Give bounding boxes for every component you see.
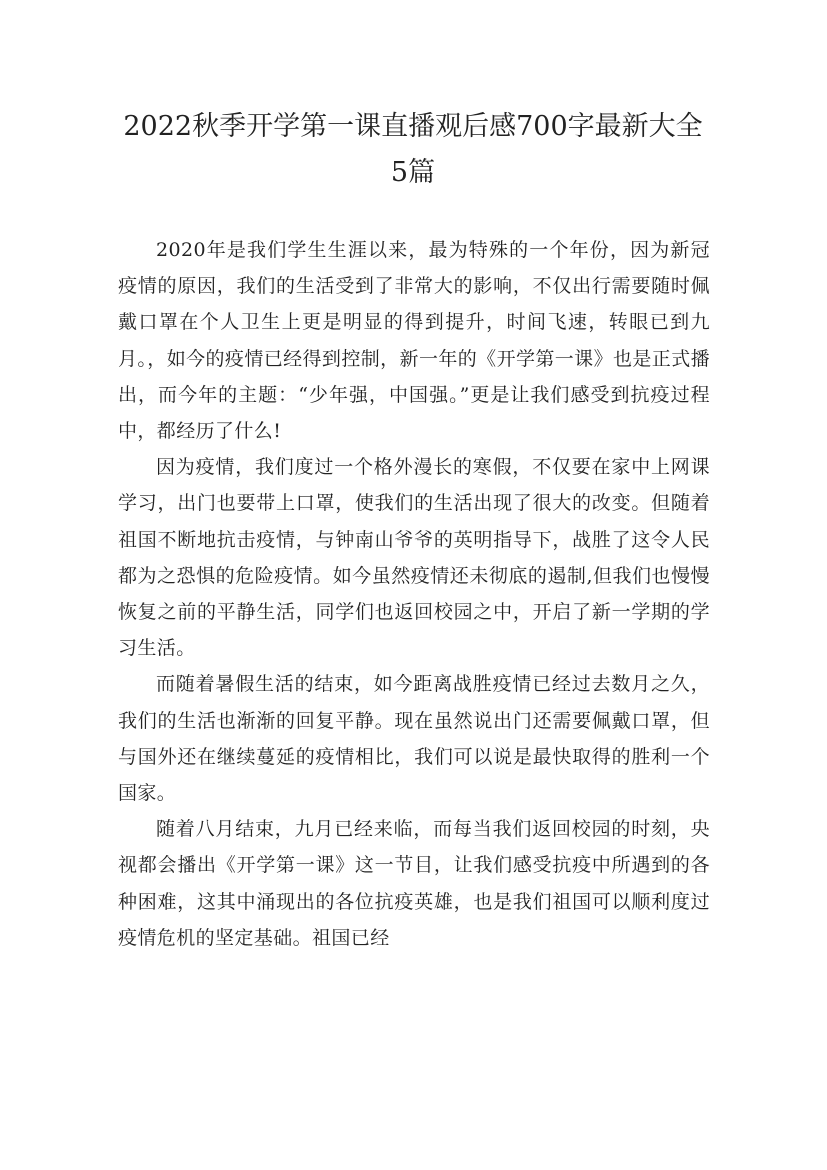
paragraph-4: 随着八月结束，九月已经来临，而每当我们返回校园的时刻，央视都会播出《开学第一课》这一节目，让我们感受抗疫中所遇到的各种困难，这其中涌现出的各位抗疫英雄，也是我们祖国可以顺利度过疫情危机的坚定基础。祖国已经 [118,818,710,949]
paragraph-1: 2020年是我们学生生涯以来，最为特殊的一个年份，因为新冠疫情的原因，我们的生活受到了非常大的影响，不仅出行需要随时佩戴口罩在个人卫生上更是明显的得到提升，时间飞速，转眼已到九月。，如今的疫情已经得到控制，新一年的《开学第一课》也是正式播出，而今年的主题：“少年强，中国强。”更是让我们感受到抗疫过程中，都经历了什么! [118,239,710,443]
paragraph-3: 而随着暑假生活的结束，如今距离战胜疫情已经过去数月之久，我们的生活也渐渐的回复平静。现在虽然说出门还需要佩戴口罩，但与国外还在继续蔓延的疫情相比，我们可以说是最快取得的胜利一个国家。 [118,673,710,805]
document-title: 2022秋季开学第一课直播观后感700字最新大全5篇 [123,111,703,188]
paragraph-2: 因为疫情，我们度过一个格外漫长的寒假，不仅要在家中上网课学习，出门也要带上口罩，使我们的生活出现了很大的改变。但随着祖国不断地抗击疫情，与钟南山爷爷的英明指导下，战胜了这令人民都为之恐惧的危险疫情。如今虽然疫情还未彻底的遏制,但我们也慢慢恢复之前的平静生活，同学们也返回校园之中，开启了新一学期的学习生活。 [118,456,710,660]
document-body [118,232,710,956]
